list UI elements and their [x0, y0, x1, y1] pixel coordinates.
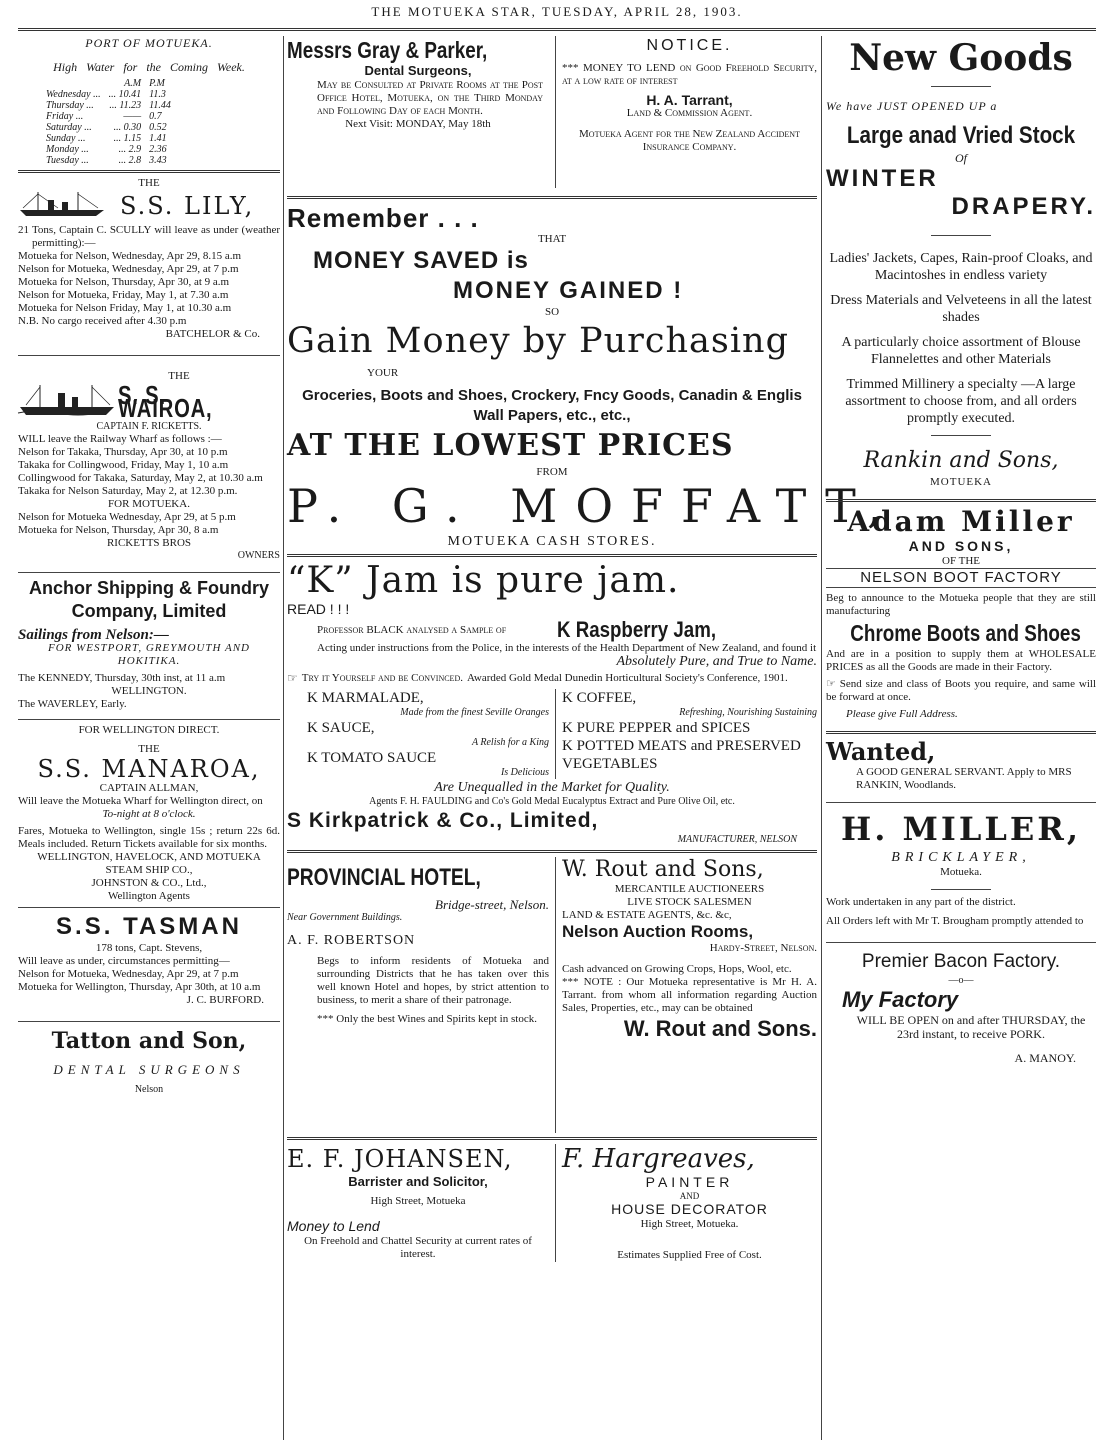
jam-product: K PURE PEPPER and SPICES: [562, 720, 751, 736]
tide-row: [42, 89, 175, 100]
anchor-destinations: FOR WESTPORT, GREYMOUTH AND HOKITIKA.: [48, 642, 250, 667]
rankin-place: MOTUEKA: [930, 476, 992, 488]
new-goods-item: A particularly choice assortment of Blouse Flannelettes and other Materials: [841, 335, 1081, 367]
tide-cell: 11.44: [149, 100, 171, 111]
moffatt-gained: MONEY GAINED !: [453, 277, 684, 304]
notice-agent: Motueka Agent for the New Zealand Accident Insurance Company.: [579, 128, 800, 153]
miller-name: Adam Miller: [847, 505, 1075, 538]
wairoa-schedule-line: Takaka for Collingwood, Friday, May 1, 10 a.m: [18, 459, 229, 471]
jam-product-note: A Relish for a King: [471, 737, 549, 748]
anchor-sailings: Sailings from Nelson:—: [18, 627, 169, 643]
jam-maker: S Kirkpatrick & Co., Limited,: [287, 809, 599, 832]
anchor-company: Company, Limited: [71, 601, 227, 621]
miller-please: Please give Full Address.: [846, 708, 958, 720]
notice-ad: [556, 36, 817, 188]
lily-schedule-line: N.B. No cargo received after 4.30 p.m: [18, 315, 187, 327]
tide-cell: ... 0.30: [113, 122, 142, 133]
wairoa-schedule-line: Takaka for Nelson Saturday, May 2, at 12.30 p.m.: [18, 485, 238, 497]
johansen-role: Barrister and Solicitor,: [348, 1174, 488, 1189]
tide-row: [42, 144, 175, 155]
tide-cell: Friday ...: [46, 111, 84, 122]
steamship-icon: [18, 383, 118, 421]
jam-award: Awarded Gold Medal Dunedin Horticultural Society's Conference, 1901.: [466, 672, 788, 684]
jam-product: K MARMALADE,: [307, 690, 424, 706]
tatton-place: Nelson: [134, 1084, 164, 1095]
jam-professor: Professor BLACK analysed a Sample of: [317, 623, 507, 636]
lily-schedule-line: Nelson for Motueka, Friday, May 1, at 7.30 a.m: [18, 289, 229, 301]
rankin-name: Rankin and Sons,: [863, 448, 1059, 473]
port-of-motueka: [18, 36, 280, 166]
ss-wairoa-ad: [18, 370, 280, 562]
column-right: [826, 36, 1096, 1440]
moffatt-lowest: AT THE LOWEST PRICES: [287, 428, 734, 463]
pointing-hand-icon: ☞: [287, 671, 298, 685]
moffatt-gain: Gain Money by Purchasing: [287, 321, 789, 361]
johansen-name: E. F. JOHANSEN,: [287, 1145, 513, 1173]
manaroa-for: FOR WELLINGTON DIRECT.: [78, 724, 220, 736]
tatton-name: Tatton and Son,: [51, 1028, 247, 1054]
bacon-divider: —o—: [948, 975, 974, 986]
new-goods-winter: WINTER: [826, 165, 939, 192]
port-title: PORT OF MOTUEKA.: [85, 36, 213, 50]
manaroa-the: THE: [138, 743, 160, 755]
tide-cell: ——: [123, 111, 142, 122]
new-goods-title: New Goods: [849, 37, 1073, 79]
rout-auctioneers: MERCANTILE AUCTIONEERS: [614, 883, 765, 895]
k-jam-ad: [287, 561, 817, 846]
tide-row: [42, 133, 175, 144]
jam-headline: “K” Jam is pure jam.: [287, 560, 680, 601]
tide-cell: Saturday ...: [46, 122, 92, 133]
rout-street: Hardy-Street, Nelson.: [709, 942, 817, 954]
jam-product-note: Is Delicious: [500, 767, 549, 778]
moffatt-goods: Groceries, Boots and Shoes, Crockery, Fncy Goods, Canadin & Englis Wall Papers, etc., etc.,: [302, 387, 802, 424]
pm-header: P.M: [149, 78, 165, 89]
lily-name: S.S. LILY,: [120, 191, 255, 220]
lily-the: THE: [138, 177, 160, 189]
h-miller-ad: [826, 809, 1096, 928]
manaroa-name: S.S. MANAROA,: [37, 755, 261, 783]
jam-read: READ ! ! !: [287, 601, 350, 617]
johansen-street: High Street, Motueka: [370, 1195, 466, 1207]
column-rule: [283, 36, 284, 1440]
jam-product-note: Refreshing, Nourishing Sustaining: [679, 707, 817, 718]
tide-cell: Wednesday ...: [46, 89, 101, 100]
tasman-name: S.S. TASMAN: [56, 913, 242, 940]
tide-row: [42, 122, 175, 133]
wairoa-schedule-line: Collingwood for Takaka, Saturday, May 2, at 10.30 a.m: [18, 472, 263, 484]
moffatt-from: FROM: [536, 466, 568, 478]
h-miller-work: Work undertaken in any part of the district.: [826, 896, 1016, 908]
wairoa-schedule-line: WILL leave the Railway Wharf as follows :—: [18, 433, 222, 445]
lily-schedule-line: Nelson for Motueka, Wednesday, Apr 29, at 7 p.m: [18, 263, 239, 275]
tide-row: [42, 155, 175, 166]
miller-factory: NELSON BOOT FACTORY: [826, 568, 1096, 588]
rout-body: Cash advanced on Growing Crops, Hops, Wool, etc.: [562, 963, 792, 975]
tide-cell: Monday ...: [46, 144, 89, 155]
h-miller-name: H. MILLER,: [840, 810, 1082, 848]
new-goods-drapery: DRAPERY.: [951, 193, 1096, 220]
jam-try: Try it Yourself and be Convinced.: [301, 672, 463, 684]
tide-cell: 11.3: [149, 89, 166, 100]
tide-cell: 1.41: [149, 133, 167, 144]
jam-manufacturer: MANUFACTURER, NELSON: [677, 834, 797, 845]
tide-row: [42, 111, 175, 122]
ss-tasman-ad: [18, 912, 280, 1007]
bacon-signature: A. MANOY.: [1014, 1051, 1076, 1065]
tasman-tons: 178 tons, Capt. Stevens,: [95, 942, 203, 954]
wairoa-schedule-line: Motueka for Nelson, Thursday, Apr 30, 8 a.m: [18, 524, 219, 536]
provincial-body: Begs to inform residents of Motueka and surrounding Districts that he has taken over this well known Hotel and hopes, by strict attention to business, to merit a share of their patronage.: [317, 955, 549, 1006]
rout-name: W. Rout and Sons,: [562, 857, 764, 882]
jam-product: K POTTED MEATS and PRESERVED VEGETABLES: [562, 738, 801, 772]
gray-sub: Dental Surgeons,: [364, 63, 472, 78]
lily-schedule-line: Motueka for Nelson Friday, May 1, at 10.30 a.m: [18, 302, 232, 314]
notice-title: NOTICE.: [646, 37, 733, 54]
bacon-name: Premier Bacon Factory.: [861, 951, 1061, 972]
jam-product: K COFFEE,: [562, 690, 637, 706]
wairoa-owners: OWNERS: [237, 550, 280, 561]
tasman-signature: J. C. BURFORD.: [186, 994, 264, 1006]
tide-cell: 2.36: [149, 144, 167, 155]
rout-ad: [556, 857, 817, 1133]
masthead-rule: [18, 28, 1096, 31]
bacon-my-factory: My Factory: [842, 987, 959, 1012]
bacon-body: WILL BE OPEN on and after THURSDAY, the 23rd instant, to receive PORK.: [856, 1013, 1086, 1041]
wairoa-the: THE: [168, 370, 190, 382]
manaroa-captain: CAPTAIN ALLMAN,: [99, 782, 199, 794]
masthead: THE MOTUEKA STAR, TUESDAY, APRIL 28, 1903.: [371, 4, 743, 19]
moffatt-so: SO: [544, 306, 560, 318]
h-miller-orders: All Orders left with Mr T. Brougham promptly attended to: [826, 915, 1084, 927]
manaroa-fares: Fares, Motueka to Wellington, single 15s ; return 22s 6d. Meals included. Return Tickets available for six months.: [18, 825, 280, 850]
jam-acting: Acting under instructions from the Police, in the interests of the Health Department of New Zealand, and found it: [317, 642, 817, 654]
wanted-body: A GOOD GENERAL SERVANT. Apply to MRS RANKIN, Woodlands.: [856, 766, 1072, 791]
jam-pure: Absolutely Pure, and True to Name.: [616, 654, 817, 669]
miller-body: And are in a position to supply them at WHOLESALE PRICES as all the Goods are made in their Factory.: [826, 648, 1096, 673]
tide-cell: ... 2.9: [118, 144, 142, 155]
wanted-title: Wanted,: [826, 737, 936, 766]
h-miller-role: BRICKLAYER,: [891, 850, 1031, 865]
wairoa-signature: RICKETTS BROS: [106, 537, 192, 549]
tatton-ad: [18, 1026, 280, 1096]
jam-agents: Agents F. H. FAULDING and Co's Gold Medal Eucalyptus Extract and Pure Olive Oil, etc.: [369, 796, 735, 807]
anchor-name: Anchor Shipping & Foundry: [29, 578, 269, 598]
lily-signature: BATCHELOR & Co.: [165, 328, 260, 340]
tasman-schedule-line: Will leave as under, circumstances permitting—: [18, 955, 230, 967]
premier-bacon-ad: [826, 949, 1096, 1065]
tide-cell: ... 1.15: [113, 133, 142, 144]
tatton-sub: DENTAL SURGEONS: [53, 1062, 245, 1077]
manaroa-johnston: JOHNSTON & CO., Ltd.,: [91, 877, 207, 889]
port-subtitle: High Water for the Coming Week.: [53, 60, 245, 74]
moffatt-name: P. G. MOFFATT,: [287, 479, 900, 533]
moffatt-stores: MOTUEKA CASH STORES.: [447, 534, 657, 549]
tide-cell: 0.52: [149, 122, 167, 133]
anchor-kennedy: The KENNEDY, Thursday, 30th inst, at 11 a.m: [18, 672, 226, 684]
new-goods-item: Ladies' Jackets, Capes, Rain-proof Cloaks, and Macintoshes in endless variety: [829, 251, 1093, 283]
rout-rooms: Nelson Auction Rooms,: [562, 922, 754, 941]
tide-cell: Thursday ...: [46, 100, 94, 111]
moffatt-your: YOUR: [367, 367, 399, 379]
johansen-money: Money to Lend: [287, 1218, 380, 1234]
jam-raspberry: K Raspberry Jam,: [557, 617, 717, 642]
moffatt-that: THAT: [537, 233, 567, 245]
moffatt-saved: MONEY SAVED is: [313, 247, 529, 274]
jam-product: K TOMATO SAUCE: [307, 750, 437, 766]
hargreaves-painter: PAINTER: [645, 1174, 734, 1190]
new-goods-item: Trimmed Millinery a specialty —A large assortment to choose from, and all orders promptly executed.: [845, 377, 1077, 426]
tide-cell: ... 11.23: [109, 100, 142, 111]
am-header: A.M: [124, 78, 142, 89]
notice-role: Land & Commission Agent.: [626, 107, 753, 119]
gray-parker-ad: [287, 36, 556, 188]
gray-next-visit: Next Visit: MONDAY, May 18th: [345, 118, 491, 130]
lily-schedule-line: Motueka for Nelson, Thursday, Apr 30, at 9 a.m: [18, 276, 230, 288]
hargreaves-house: HOUSE DECORATOR: [611, 1201, 768, 1217]
anchor-shipping-ad: [18, 577, 280, 711]
wanted-ad: [826, 738, 1096, 792]
rout-note: *** NOTE : Our Motueka representative is Mr H. A. Tarrant. from whom all information regarding Auction Sales, Properties, etc., may can be obtained: [562, 976, 817, 1014]
new-goods-item: Dress Materials and Velveteens in all the latest shades: [830, 293, 1092, 325]
tasman-schedule-line: Motueka for Wellington, Thursday, Apr 30th, at 10 a.m: [18, 981, 261, 993]
tide-cell: 3.43: [149, 155, 167, 166]
hargreaves-street: High Street, Motueka.: [640, 1218, 739, 1230]
wairoa-schedule-line: Nelson for Motueka Wednesday, Apr 29, at 5 p.m: [18, 511, 236, 523]
provincial-owner: A. F. ROBERTSON: [287, 933, 416, 948]
hargreaves-and: AND: [679, 1191, 700, 1201]
gray-body: May be Consulted at Private Rooms at the Post Office Hotel, Motueka, on the Third Monday and Following Day of each Month.: [317, 79, 543, 117]
wairoa-for-motueka: FOR MOTUEKA.: [108, 498, 190, 510]
johansen-ad: [287, 1144, 556, 1262]
new-goods-ad: [826, 36, 1096, 489]
provincial-near: Near Government Buildings.: [287, 912, 403, 923]
tide-cell: ... 10.41: [108, 89, 142, 100]
gray-name: Messrs Gray & Parker,: [287, 37, 488, 63]
ss-manaroa-ad: [18, 724, 280, 903]
tide-cell: Tuesday ...: [46, 155, 89, 166]
miller-send: Send size and class of Boots you require, and same will be forward at once.: [826, 678, 1096, 703]
moffatt-remember: Remember . . .: [287, 203, 479, 233]
anchor-waverley: The WAVERLEY, Early.: [18, 698, 127, 710]
manaroa-wellington-agents: Wellington Agents: [108, 890, 190, 902]
tide-cell: ... 2.8: [118, 155, 142, 166]
new-goods-large-stock: Large anad Vried Stock: [846, 122, 1076, 149]
tide-cell: Sunday ...: [46, 133, 86, 144]
moffatt-ad: [287, 203, 900, 550]
jam-product: K SAUCE,: [307, 720, 375, 736]
hargreaves-ad: [556, 1144, 817, 1262]
provincial-wines: *** Only the best Wines and Spirits kept in stock.: [317, 1013, 537, 1025]
hargreaves-estimates: Estimates Supplied Free of Cost.: [617, 1249, 762, 1261]
column-left: [18, 36, 280, 1440]
anchor-wellington: WELLINGTON.: [111, 685, 187, 697]
provincial-hotel-ad: [287, 857, 556, 1133]
wairoa-schedule-line: Nelson for Takaka, Thursday, Apr 30, at 10 p.m: [18, 446, 228, 458]
ss-lily-ad: [18, 177, 280, 341]
miller-of-the: OF THE: [942, 555, 980, 567]
miller-beg: Beg to announce to the Motueka people that they are still manufacturing: [826, 592, 1096, 617]
manaroa-tonight: To-night at 8 o'clock.: [102, 808, 196, 820]
manaroa-agents: WELLINGTON, HAVELOCK, AND MOTUEKA STEAM SHIP CO.,: [37, 851, 261, 876]
provincial-street: Bridge-street, Nelson.: [435, 897, 549, 912]
column-rule: [821, 36, 822, 1440]
adam-miller-ad: [826, 506, 1096, 721]
steamship-icon: [18, 190, 108, 222]
rout-salesmen: LIVE STOCK SALESMEN: [627, 896, 752, 908]
pointing-hand-icon: ☞: [826, 678, 836, 690]
tide-row: [42, 100, 175, 111]
wairoa-captain: CAPTAIN F. RICKETTS.: [96, 421, 202, 432]
jam-unequalled: Are Unequalled in the Market for Quality.: [434, 780, 670, 795]
notice-name: H. A. Tarrant,: [646, 92, 733, 108]
h-miller-place: Motueka.: [940, 866, 982, 878]
tasman-schedule-line: Nelson for Motueka, Wednesday, Apr 29, at 7 p.m: [18, 968, 239, 980]
miller-chrome: Chrome Boots and Shoes: [850, 620, 1081, 646]
new-goods-opened: We have JUST OPENED UP a: [826, 99, 998, 113]
rout-signature: W. Rout and Sons.: [623, 1016, 817, 1041]
rout-agents: LAND & ESTATE AGENTS, &c. &c,: [562, 909, 732, 921]
lily-schedule-line: Motueka for Nelson, Wednesday, Apr 29, 8.15 a.m: [18, 250, 242, 262]
johansen-body: On Freehold and Chattel Security at current rates of interest.: [304, 1235, 532, 1260]
lily-schedule-line: 21 Tons, Captain C. SCULLY will leave as under (weather permitting):—: [18, 224, 280, 249]
manaroa-schedule: Will leave the Motueka Wharf for Wellington direct, on: [18, 795, 263, 807]
tides-table: [42, 78, 175, 166]
notice-body: *** MONEY TO LEND on Good Freehold Security, at a low rate of interest: [562, 62, 817, 87]
wairoa-name: S. S. WAIROA,: [118, 380, 213, 423]
provincial-name: PROVINCIAL HOTEL,: [287, 864, 481, 891]
jam-product-note: Made from the finest Seville Oranges: [400, 707, 549, 718]
new-goods-of: Of: [955, 151, 967, 165]
miller-sons: AND SONS,: [908, 538, 1014, 554]
hargreaves-name: F. Hargreaves,: [562, 1144, 755, 1174]
tide-cell: 0.7: [149, 111, 162, 122]
